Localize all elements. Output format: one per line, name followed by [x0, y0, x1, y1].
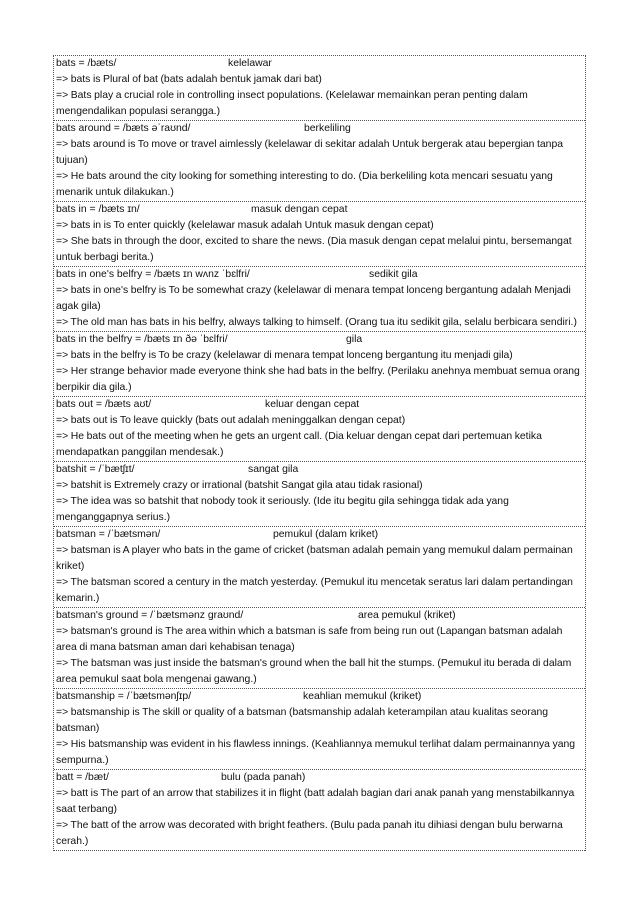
example-line: => He bats out of the meeting when he gets an urgent call. (Dia keluar dengan cepat dari pertemuan ketika mendapatkan panggilan mendesak.): [56, 431, 542, 458]
entry-batshit: [54, 462, 585, 527]
entry-term: bats in one's belfry = /bæts ɪn wʌnz ˈbɛlfri/: [56, 269, 250, 280]
entry-batsman: [54, 527, 585, 608]
entry-translation: kelelawar: [228, 58, 272, 69]
entry-term: batsman = /ˈbætsmən/: [56, 529, 161, 540]
example-line: => The idea was so batshit that nobody took it seriously. (Ide itu begitu gila sehingga tidak ada yang menganggapnya serius.): [56, 496, 509, 523]
entry-header: [56, 608, 583, 624]
definition-line: => bats is Plural of bat (bats adalah bentuk jamak dari bat): [56, 74, 322, 85]
entry-term: batsmanship = /ˈbætsmənʃɪp/: [56, 691, 192, 702]
entry-header: [56, 462, 583, 478]
entry-batt: [54, 770, 585, 851]
entry-term: bats = /bæts/: [56, 58, 117, 69]
example-line: => The old man has bats in his belfry, always talking to himself. (Orang tua itu sedikit gila, selalu berbicara sendiri.): [56, 317, 577, 328]
entry-term: batsman's ground = /ˈbætsmənz graʊnd/: [56, 610, 244, 621]
entry-term: bats in = /bæts ɪn/: [56, 204, 140, 215]
entry-header: [56, 56, 583, 72]
entry-header: [56, 770, 583, 786]
entry-translation: berkeliling: [304, 123, 351, 134]
entry-translation: sangat gila: [248, 464, 299, 475]
definition-line: => batt is The part of an arrow that stabilizes it in flight (batt adalah bagian dari anak panah yang menstabilkannya saat terbang): [56, 788, 575, 815]
example-line: => Her strange behavior made everyone think she had bats in the belfry. (Perilaku anehnya membuat semua orang berpikir dia gila.): [56, 366, 580, 393]
entry-term: batshit = /ˈbætʃɪt/: [56, 464, 135, 475]
definition-line: => bats around is To move or travel aimlessly (kelelawar di sekitar adalah Untuk bergerak atau bepergian tanpa tujuan): [56, 139, 564, 166]
entry-translation: masuk dengan cepat: [251, 204, 348, 215]
example-line: => He bats around the city looking for something interesting to do. (Dia berkeliling kota mencari sesuatu yang menarik untuk dilakukan.): [56, 171, 553, 198]
definition-line: => bats in one's belfry is To be somewhat crazy (kelelawar di menara tempat lonceng bergantung adalah Menjadi agak gila): [56, 285, 571, 312]
definition-line: => bats in the belfry is To be crazy (kelelawar di menara tempat lonceng bergantung itu menjadi gila): [56, 350, 513, 361]
example-line: => His batsmanship was evident in his flawless innings. (Keahliannya memukul terlihat dalam permainannya yang sempurna.): [56, 739, 576, 766]
entry-bats-in: [54, 202, 585, 267]
entry-term: bats around = /bæts əˈraʊnd/: [56, 123, 191, 134]
entry-bats-out: [54, 397, 585, 462]
definition-line: => batshit is Extremely crazy or irrational (batshit Sangat gila atau tidak rasional): [56, 480, 423, 491]
definition-line: => batsman is A player who bats in the game of cricket (batsman adalah pemain yang memukul dalam permainan kriket): [56, 545, 573, 572]
definition-line: => bats in is To enter quickly (kelelawar masuk adalah Untuk masuk dengan cepat): [56, 220, 434, 231]
entry-translation: keahlian memukul (kriket): [303, 691, 422, 702]
entry-batsmanship: [54, 689, 585, 770]
entry-translation: pemukul (dalam kriket): [273, 529, 379, 540]
definition-line: => batsman's ground is The area within which a batsman is safe from being run out (Lapangan batsman adalah area di mana batsman aman dari kehabisan tenaga): [56, 626, 563, 653]
entry-header: [56, 332, 583, 348]
entry-translation: area pemukul (kriket): [358, 610, 456, 621]
entry-batsmans-ground: [54, 608, 585, 689]
example-line: => Bats play a crucial role in controlling insect populations. (Kelelawar memainkan peran penting dalam mengendalikan populasi serangga.): [56, 90, 528, 117]
entry-header: [56, 202, 583, 218]
entry-term: batt = /bæt/: [56, 772, 109, 783]
entry-translation: gila: [346, 334, 363, 345]
entry-header: [56, 121, 583, 137]
example-line: => She bats in through the door, excited to share the news. (Dia masuk dengan cepat melalui pintu, bersemangat untuk berbagi berita.): [56, 236, 572, 263]
example-line: => The batt of the arrow was decorated with bright feathers. (Bulu pada panah itu dihiasi dengan bulu berwarna cerah.): [56, 820, 563, 847]
entry-bats-in-ones-belfry: [54, 267, 585, 332]
entry-header: [56, 527, 583, 543]
entry-bats: [54, 56, 585, 121]
entry-translation: bulu (pada panah): [221, 772, 306, 783]
entry-header: [56, 267, 583, 283]
entry-translation: keluar dengan cepat: [265, 399, 360, 410]
definition-line: => batsmanship is The skill or quality of a batsman (batsmanship adalah keterampilan atau kualitas seorang batsman): [56, 707, 549, 734]
entry-bats-in-the-belfry: [54, 332, 585, 397]
entry-term: bats in the belfry = /bæts ɪn ðə ˈbɛlfri/: [56, 334, 228, 345]
entry-header: [56, 397, 583, 413]
entry-bats-around: [54, 121, 585, 202]
definition-line: => bats out is To leave quickly (bats out adalah meninggalkan dengan cepat): [56, 415, 406, 426]
example-line: => The batsman was just inside the batsman's ground when the ball hit the stumps. (Pemukul itu berada di dalam area pemukul saat bola mengenai gawang.): [56, 658, 572, 685]
entry-term: bats out = /bæts aʊt/: [56, 399, 152, 410]
dictionary-document: [53, 55, 586, 851]
entry-header: [56, 689, 583, 705]
example-line: => The batsman scored a century in the match yesterday. (Pemukul itu mencetak seratus lari dalam pertandingan kemarin.): [56, 577, 573, 604]
entry-translation: sedikit gila: [369, 269, 418, 280]
